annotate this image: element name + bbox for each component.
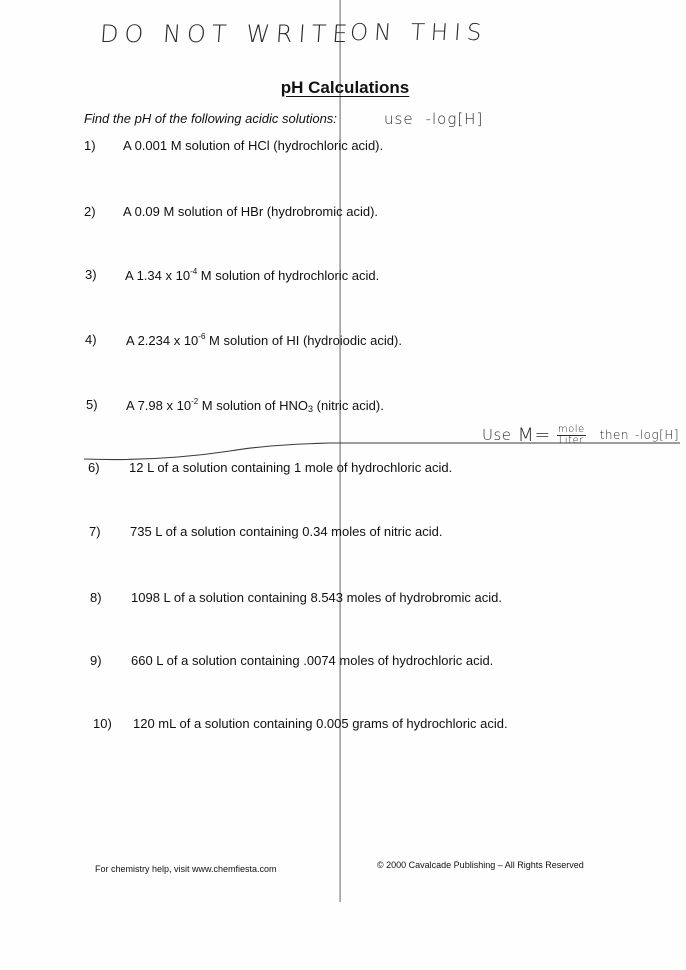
problem-number: 10) [93, 716, 112, 731]
problem-number: 8) [90, 590, 102, 605]
subscript: 3 [308, 404, 314, 414]
hint-use: use [384, 110, 414, 128]
problem-text: 660 L of a solution containing .0074 moles of hydrochloric acid. [131, 653, 494, 668]
problem-number: 5) [86, 397, 98, 412]
problem-number: 7) [89, 524, 101, 539]
problem-number: 3) [85, 267, 97, 282]
problem-text: A 2.234 x $10^{-6}$ M solution of HI (hydroiodic acid). [126, 332, 402, 348]
problem-number: 6) [88, 460, 100, 475]
instructions: Find the pH of the following acidic solutions: [84, 111, 337, 126]
problem-text: A 7.98 x $10^{-2}$ M solution of $HNO_3$ (nitric acid). [126, 397, 384, 414]
page-title: pH Calculations [280, 78, 410, 97]
problem-text: 120 mL of a solution containing 0.005 grams of hydrochloric acid. [133, 716, 508, 731]
hint-then: then [599, 428, 629, 442]
problem-number: 4) [85, 332, 97, 347]
exponent: -4 [190, 267, 198, 276]
problem-text: 735 L of a solution containing 0.34 moles of nitric acid. [130, 524, 443, 539]
hint-use: Use [482, 426, 512, 444]
exponent: -6 [198, 332, 206, 341]
exponent: -2 [191, 397, 199, 406]
handwritten-log-hint [384, 110, 483, 128]
hint-log-formula: -log[H] [425, 110, 484, 128]
handwritten-warning-left: DO NOT WRITE [99, 20, 355, 48]
hint-fraction: $\frac{\text{mole}}{\text{Liter}}$ [557, 423, 585, 446]
footer-copyright: © 2000 Cavalcade Publishing – All Rights Reserved [377, 860, 584, 870]
hint-molarity: M= [517, 424, 551, 446]
problem-text: A 0.09 M solution of HBr (hydrobromic acid). [123, 204, 379, 219]
hint-log: -log[H] [634, 428, 680, 442]
handwritten-warning-right: ON THIS [349, 20, 489, 46]
problem-number: 9) [90, 653, 102, 668]
problem-number: 1) [84, 138, 96, 153]
problem-number: 2) [84, 204, 96, 219]
problem-text: 1098 L of a solution containing 8.543 moles of hydrobromic acid. [131, 590, 502, 605]
problem-text: A 0.001 M solution of HCl (hydrochloric acid). [123, 138, 384, 153]
problem-text: 12 L of a solution containing 1 mole of hydrochloric acid. [129, 460, 453, 475]
handwritten-molarity-hint [482, 424, 679, 446]
problem-text: A 1.34 x $10^{-4}$ M solution of hydrochloric acid. [125, 267, 380, 283]
footer-help-text: For chemistry help, visit www.chemfiesta.com [95, 864, 277, 874]
